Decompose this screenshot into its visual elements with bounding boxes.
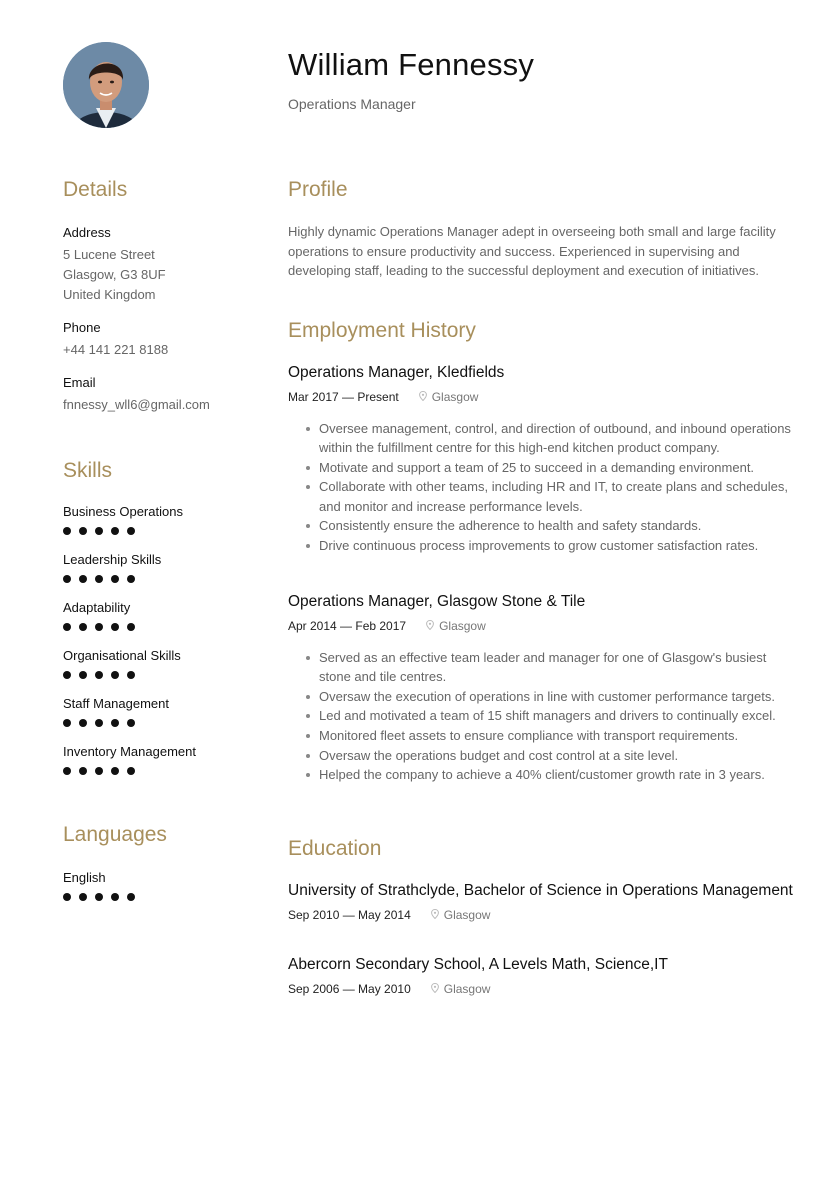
level-dot <box>127 767 135 775</box>
level-dot <box>127 671 135 679</box>
job-location-text: Glasgow <box>439 618 486 633</box>
address-line: 5 Lucene Street <box>63 247 155 262</box>
education-dates: Sep 2010 — May 2014 <box>288 907 411 922</box>
job-bullet: Monitored fleet assets to ensure compliance with transport requirements. <box>319 726 798 746</box>
employment-heading: Employment History <box>288 318 476 342</box>
skill-level <box>63 575 263 583</box>
education-meta <box>288 981 798 997</box>
job-entry <box>288 363 798 556</box>
level-dot <box>63 893 71 901</box>
level-dot <box>127 575 135 583</box>
skill-item <box>63 695 263 743</box>
skill-name: Staff Management <box>63 696 169 711</box>
job-location <box>419 389 479 405</box>
job-bullet: Helped the company to achieve a 40% client/customer growth rate in 3 years. <box>319 765 798 785</box>
level-dot <box>95 527 103 535</box>
location-pin-icon <box>431 907 439 923</box>
email-block <box>63 374 263 415</box>
education-meta <box>288 907 798 923</box>
job-meta <box>288 618 798 634</box>
level-dot <box>79 767 87 775</box>
level-dot <box>79 527 87 535</box>
email-label: Email <box>63 375 96 390</box>
level-dot <box>111 527 119 535</box>
level-dot <box>95 719 103 727</box>
address-line: United Kingdom <box>63 287 156 302</box>
education-title: Abercorn Secondary School, A Levels Math, Science,IT <box>288 955 668 973</box>
skill-item <box>63 599 263 647</box>
profile-photo <box>63 42 149 128</box>
level-dot <box>95 893 103 901</box>
language-name: English <box>63 870 106 885</box>
job-bullet: Drive continuous process improvements to grow customer satisfaction rates. <box>319 536 798 556</box>
job-entry <box>288 592 798 785</box>
education-location <box>431 981 491 997</box>
address-label: Address <box>63 225 111 240</box>
job-bullet: Served as an effective team leader and manager for one of Glasgow's busiest stone and tile centres. <box>319 648 798 687</box>
job-dates: Mar 2017 — Present <box>288 389 399 404</box>
skills-list <box>63 503 263 791</box>
education-location <box>431 907 491 923</box>
skill-item <box>63 647 263 695</box>
education-title: University of Strathclyde, Bachelor of Science in Operations Management <box>288 881 793 899</box>
education-entry <box>288 881 798 923</box>
job-bullet: Oversaw the operations budget and cost control at a site level. <box>319 746 798 766</box>
location-pin-icon <box>419 389 427 405</box>
level-dot <box>63 527 71 535</box>
skill-level <box>63 671 263 679</box>
job-bullet: Motivate and support a team of 25 to succeed in a demanding environment. <box>319 458 798 478</box>
skill-level <box>63 527 263 535</box>
level-dot <box>79 671 87 679</box>
job-bullet: Collaborate with other teams, including HR and IT, to create plans and schedules, and monitor and increase performance levels. <box>319 477 798 516</box>
education-dates: Sep 2006 — May 2010 <box>288 981 411 996</box>
education-location-text: Glasgow <box>443 907 491 922</box>
address-block <box>63 224 263 305</box>
level-dot <box>95 767 103 775</box>
skill-name: Inventory Management <box>63 744 196 759</box>
level-dot <box>127 719 135 727</box>
level-dot <box>79 719 87 727</box>
skill-level <box>63 767 263 775</box>
language-level <box>63 893 263 901</box>
job-dates: Apr 2014 — Feb 2017 <box>288 618 407 633</box>
phone-label: Phone <box>63 320 101 335</box>
level-dot <box>79 893 87 901</box>
level-dot <box>79 623 87 631</box>
level-dot <box>95 575 103 583</box>
job-title: Operations Manager, Glasgow Stone & Tile <box>288 592 586 610</box>
skills-heading: Skills <box>63 459 113 482</box>
level-dot <box>63 719 71 727</box>
profile-summary: Highly dynamic Operations Manager adept in overseeing both small and large facility operations to ensure productivity and success. Experienced in supervising and developing staff, leading to the successful deployment and execution of initiatives. <box>288 224 776 278</box>
level-dot <box>127 893 135 901</box>
candidate-name: William Fennessy <box>288 47 535 82</box>
location-pin-icon <box>426 618 434 634</box>
job-bullet: Consistently ensure the adherence to health and safety standards. <box>319 516 798 536</box>
job-bullets <box>288 419 798 556</box>
skill-item <box>63 743 263 791</box>
left-column <box>63 176 263 901</box>
job-location <box>426 618 486 634</box>
skill-name: Leadership Skills <box>63 552 162 567</box>
skill-level <box>63 623 263 631</box>
job-bullet: Oversaw the execution of operations in line with customer performance targets. <box>319 687 798 707</box>
level-dot <box>63 575 71 583</box>
languages-heading: Languages <box>63 823 167 846</box>
level-dot <box>63 623 71 631</box>
skill-name: Business Operations <box>63 504 183 519</box>
level-dot <box>111 575 119 583</box>
candidate-job-title: Operations Manager <box>288 96 416 112</box>
education-location-text: Glasgow <box>443 981 491 996</box>
phone-block <box>63 319 263 360</box>
level-dot <box>127 623 135 631</box>
level-dot <box>95 623 103 631</box>
level-dot <box>79 575 87 583</box>
phone-value: +44 141 221 8188 <box>63 342 169 357</box>
job-bullet: Oversee management, control, and direction of outbound, and inbound operations within the fulfillment centre for this high-end kitchen product company. <box>319 419 798 458</box>
level-dot <box>111 671 119 679</box>
level-dot <box>111 893 119 901</box>
skill-name: Adaptability <box>63 600 131 615</box>
address-line: Glasgow, G3 8UF <box>63 267 166 282</box>
job-meta <box>288 389 798 405</box>
profile-heading: Profile <box>288 178 348 201</box>
job-location-text: Glasgow <box>431 389 479 404</box>
skill-name: Organisational Skills <box>63 648 181 663</box>
job-title: Operations Manager, Kledfields <box>288 363 505 381</box>
skill-level <box>63 719 263 727</box>
job-bullet: Led and motivated a team of 15 shift managers and drivers to continually excel. <box>319 706 798 726</box>
email-value: fnnessy_wll6@gmail.com <box>63 397 210 412</box>
skill-item <box>63 503 263 551</box>
skill-item <box>63 551 263 599</box>
level-dot <box>111 623 119 631</box>
education-heading: Education <box>288 836 382 860</box>
details-heading: Details <box>63 178 128 201</box>
level-dot <box>111 767 119 775</box>
right-column <box>288 176 798 997</box>
level-dot <box>63 671 71 679</box>
job-bullets <box>288 648 798 785</box>
location-pin-icon <box>431 981 439 997</box>
level-dot <box>63 767 71 775</box>
level-dot <box>127 527 135 535</box>
level-dot <box>111 719 119 727</box>
level-dot <box>95 671 103 679</box>
language-item <box>63 869 263 901</box>
education-entry <box>288 955 798 997</box>
